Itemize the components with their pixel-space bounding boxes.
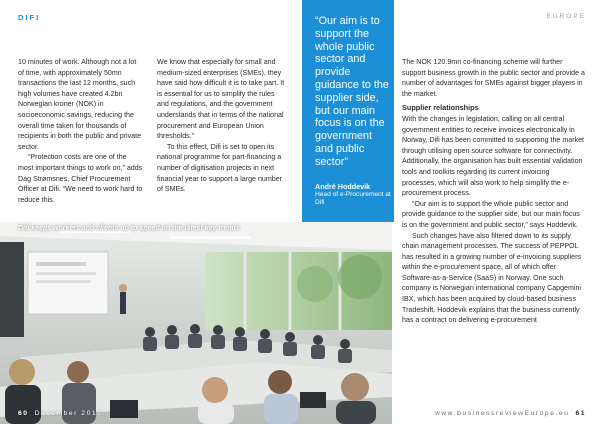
paragraph: The NOK 120.9mn co-financing scheme will further support business growth in the public sector and provide a number of advantages for SMEs against bigger players in the market. [402,58,585,98]
section-label: EUROPE [546,13,586,20]
left-column-2 [157,57,285,195]
right-column [402,57,585,326]
pull-quote-box [302,0,394,222]
page-number-left: 60 [18,410,29,417]
left-column-1 [18,57,143,205]
paragraph: “Our aim is to support the whole public sector and provide guidance to the supplier side, but our main focus is on the government and public sector,” says Hoddevik. [402,199,580,229]
paragraph: With the changes in legislation, calling on all central government entities to receive invoices electronically in Norway, Difi has been committed to supporting the market through utilising open source software for connectivity. Additionally, the organisation has built essential validation tools and toolkits regarding its current invoicing processes, which will also work to help simplify the e-procurement process. [402,114,585,198]
conference-photo [0,222,392,424]
folio-right [435,410,586,417]
folio-left [18,410,102,417]
pull-quote-text: “Our aim is to support the whole public sector and provide guidance to the supplier side, but our main focus is on the government and public sector” [315,15,389,168]
issue-date: December 2017 [34,410,103,417]
paragraph: 10 minutes of work. Although not a lot of time, with approximately 50mn transactions the last 12 months, such high volumes have created 4.2bn Norwegian kroner (NOK) in socioeconomic savings, reducing the overall time taken for thousands of recipients in both the public and private sector. [18,58,142,151]
page-number-right: 61 [575,410,586,417]
subheading: Supplier relationships [402,103,479,113]
website-url: www.businessreviewEurope.eu [434,410,570,417]
paragraph: To this effect, Difi is set to open its national programme for part-financing a number of digitisation projects in next financial year to support a large number of SMEs. [157,142,282,194]
brand-label: DIFI [18,13,41,22]
quote-author: André Hoddevik [315,182,371,191]
quote-author-role: Head of e-Procurement at Difi [315,191,391,207]
paragraph: We know that especially for small and medium-sized enterprises (SMEs), they have said how difficult it is to take part. It is essential for us to simplify the rules and regulations, and the government understands that in terms of the national procurement and European Union thresholds.” [157,58,285,141]
photo-caption: Difi keeps workers and clients up to speed on the latest key trends [18,225,240,232]
paragraph: Such changes have also filtered down to its supply chain management processes. The success of PEPPOL has resulted in a growing number of e-invoicing suppliers within the e-procurement space, all of which offer Software-as-a-Service (SaaS) in Norway. One such company is Norwegian international company Capgemini IBX, which has been acquired by cloud-based business Tradeshift. Hoddevik explains that the business currently has a contract on delivering e-procurement [402,231,582,325]
paragraph: “Protection costs are one of the most important things to work on,” adds Dag Strømsnes, Chief Procurement Officer at Difi. “We need to work hard to reduce this. [18,153,143,204]
